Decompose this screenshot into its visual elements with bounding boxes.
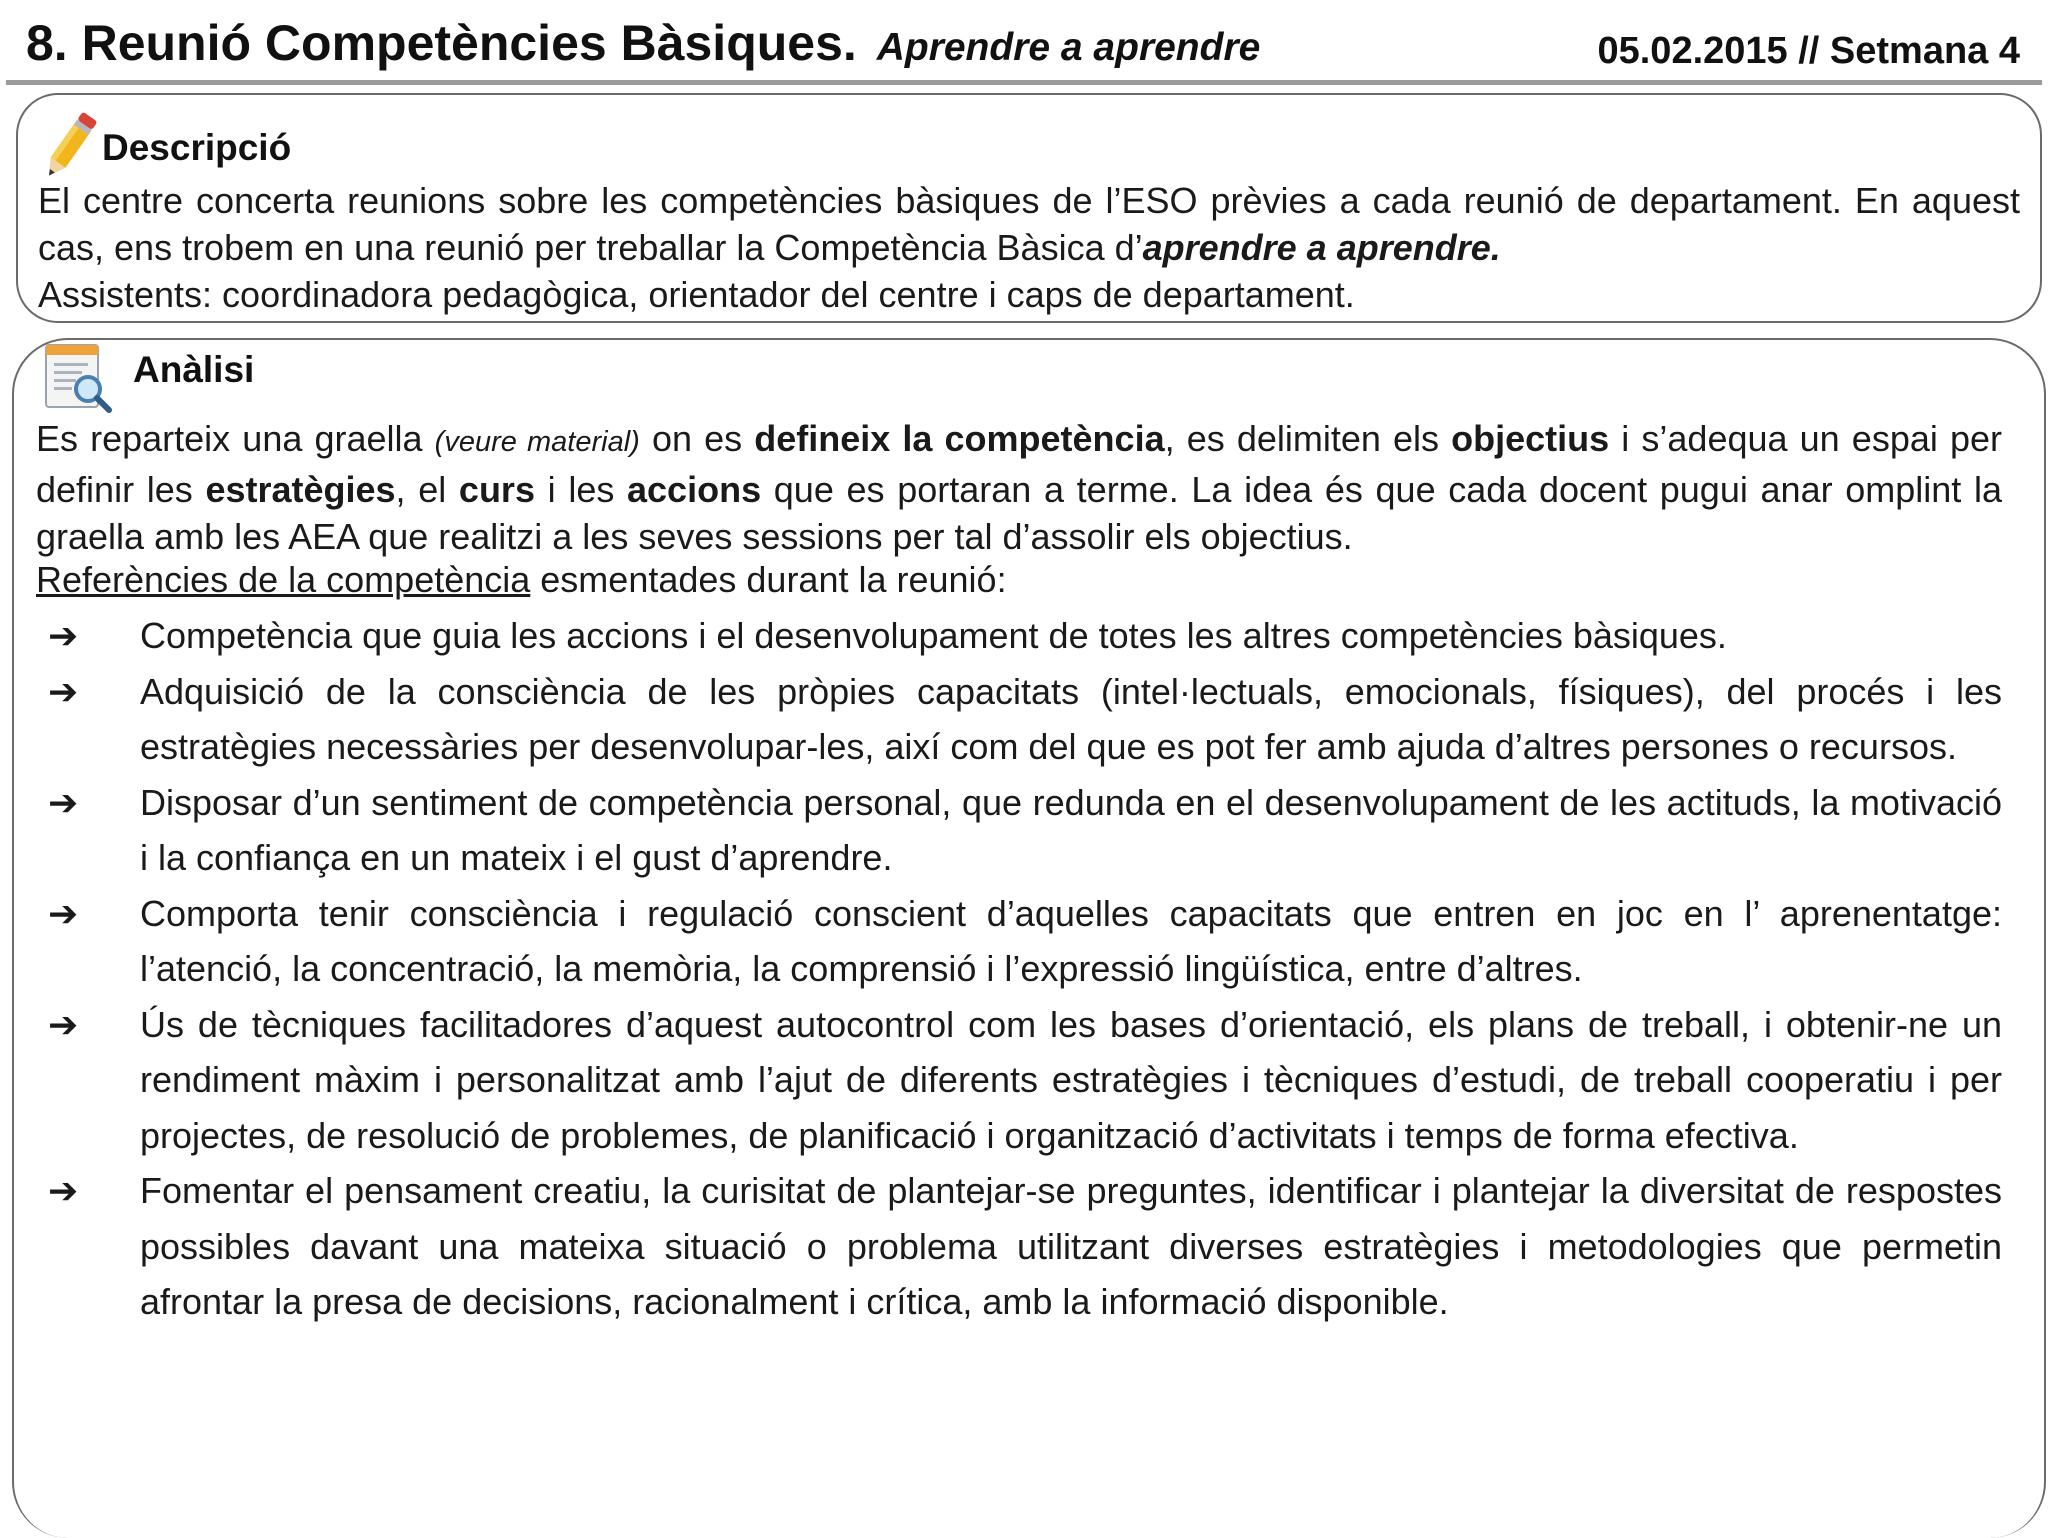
arrow-right-icon: ➔ — [48, 781, 79, 823]
references-list — [36, 608, 2002, 1330]
list-item-text: Ús de tècniques facilitadores d’aquest autocontrol com les bases d’orientació, els plans de treball, i obtenir-ne un rendiment màxim i personalitzat amb l’ajut de diferents estratègies i tècniques d’estudi, de treball cooperatiu i per projectes, de resolució de problemes, de planificació i organització d’activitats i temps de forma efectiva. — [140, 1003, 2002, 1156]
arrow-right-icon: ➔ — [48, 670, 79, 712]
pencil-icon — [36, 108, 102, 186]
document-magnifier-icon — [40, 341, 114, 415]
refs-heading-tail: esmentades durant la reunió: — [530, 559, 1007, 600]
list-item — [36, 886, 2002, 997]
page-date: 05.02.2015 // Setmana 4 — [1597, 30, 2020, 72]
intro-material-note: (veure material) — [434, 426, 640, 458]
list-item — [36, 775, 2002, 886]
list-item-text: Fomentar el pensament creatiu, la curisitat de plantejar-se preguntes, identificar i plantejar la diversitat de respostes possibles davant una mateixa situació o problema utilitzant diverses estratègies i metodologies que permetin afrontar la presa de decisions, racionalment i crítica, amb la informació disponible. — [140, 1170, 2002, 1322]
list-item — [36, 664, 2002, 775]
intro-bold-objectius: objectius — [1451, 418, 1610, 459]
arrow-right-icon: ➔ — [48, 615, 79, 656]
list-item — [36, 608, 2002, 664]
analisi-title: Anàlisi — [133, 349, 255, 390]
list-item-text: Competència que guia les accions i el desenvolupament de totes les altres competències bàsiques. — [140, 615, 1727, 656]
page-subtitle: Aprendre a aprendre — [876, 26, 1261, 69]
descripcio-text — [38, 177, 2020, 271]
list-item-text: Disposar d’un sentiment de competència personal, que redunda en el desenvolupament de les actituds, la motivació i la confiança en un mateix i el gust d’aprendre. — [140, 781, 2002, 878]
descripcio-title: Descripció — [102, 127, 292, 168]
intro-bold-curs: curs — [458, 469, 535, 510]
analisi-intro — [36, 415, 2002, 560]
page-header — [0, 0, 2048, 90]
list-item — [36, 1163, 2002, 1330]
page-title — [26, 14, 1260, 72]
descripcio-assistents: Assistents: coordinadora pedagògica, orientador del centre i caps de departament. — [38, 274, 1355, 315]
refs-heading: Referències de la competència — [36, 559, 531, 600]
intro-bold-accions: accions — [627, 469, 762, 510]
intro-text: on es — [639, 418, 755, 459]
intro-text: Es reparteix una graella — [36, 418, 435, 459]
intro-text: que es portaran a terme. La idea és que cada docent pugui anar omplint la graella amb les AEA que realitzi a les seves sessions per tal d’assolir els objectius. — [36, 469, 2003, 557]
intro-text: i s’adequa un espai per definir les — [36, 418, 2002, 510]
refs-heading-line — [36, 556, 2002, 603]
intro-bold-estrategies: estratègies — [205, 469, 396, 510]
list-item-text: Comporta tenir consciència i regulació conscient d’aquelles capacitats que entren en joc en l’ aprenentatge: l’atenció, la concentració, la memòria, la comprensió i l’expressió lingüística, entre d’altres. — [140, 892, 2002, 989]
intro-text: , el — [395, 469, 459, 510]
arrow-right-icon: ➔ — [48, 1170, 79, 1211]
arrow-right-icon: ➔ — [48, 892, 79, 934]
descripcio-text-main: El centre concerta reunions sobre les competències bàsiques de l’ESO prèvies a cada reunió de departament. En aquest cas, ens trobem en una reunió per treballar la Competència Bàsica d’ — [38, 180, 2020, 268]
descripcio-text-emphasis: aprendre a aprendre. — [1142, 227, 1501, 268]
page-title-main: 8. Reunió Competències Bàsiques. — [26, 15, 857, 71]
intro-text: i les — [534, 469, 628, 510]
list-item-text: Adquisició de la consciència de les pròpies capacitats (intel·lectuals, emocionals, físiques), del procés i les estratègies necessàries per desenvolupar-les, així com del que es pot fer amb ajuda d’altres persones o recursos. — [140, 670, 2002, 767]
list-item — [36, 997, 2002, 1164]
header-divider — [6, 80, 2042, 85]
intro-bold-competencia: defineix la competència — [754, 418, 1165, 459]
arrow-right-icon: ➔ — [48, 1003, 79, 1045]
intro-text: , es delimiten els — [1164, 418, 1452, 459]
